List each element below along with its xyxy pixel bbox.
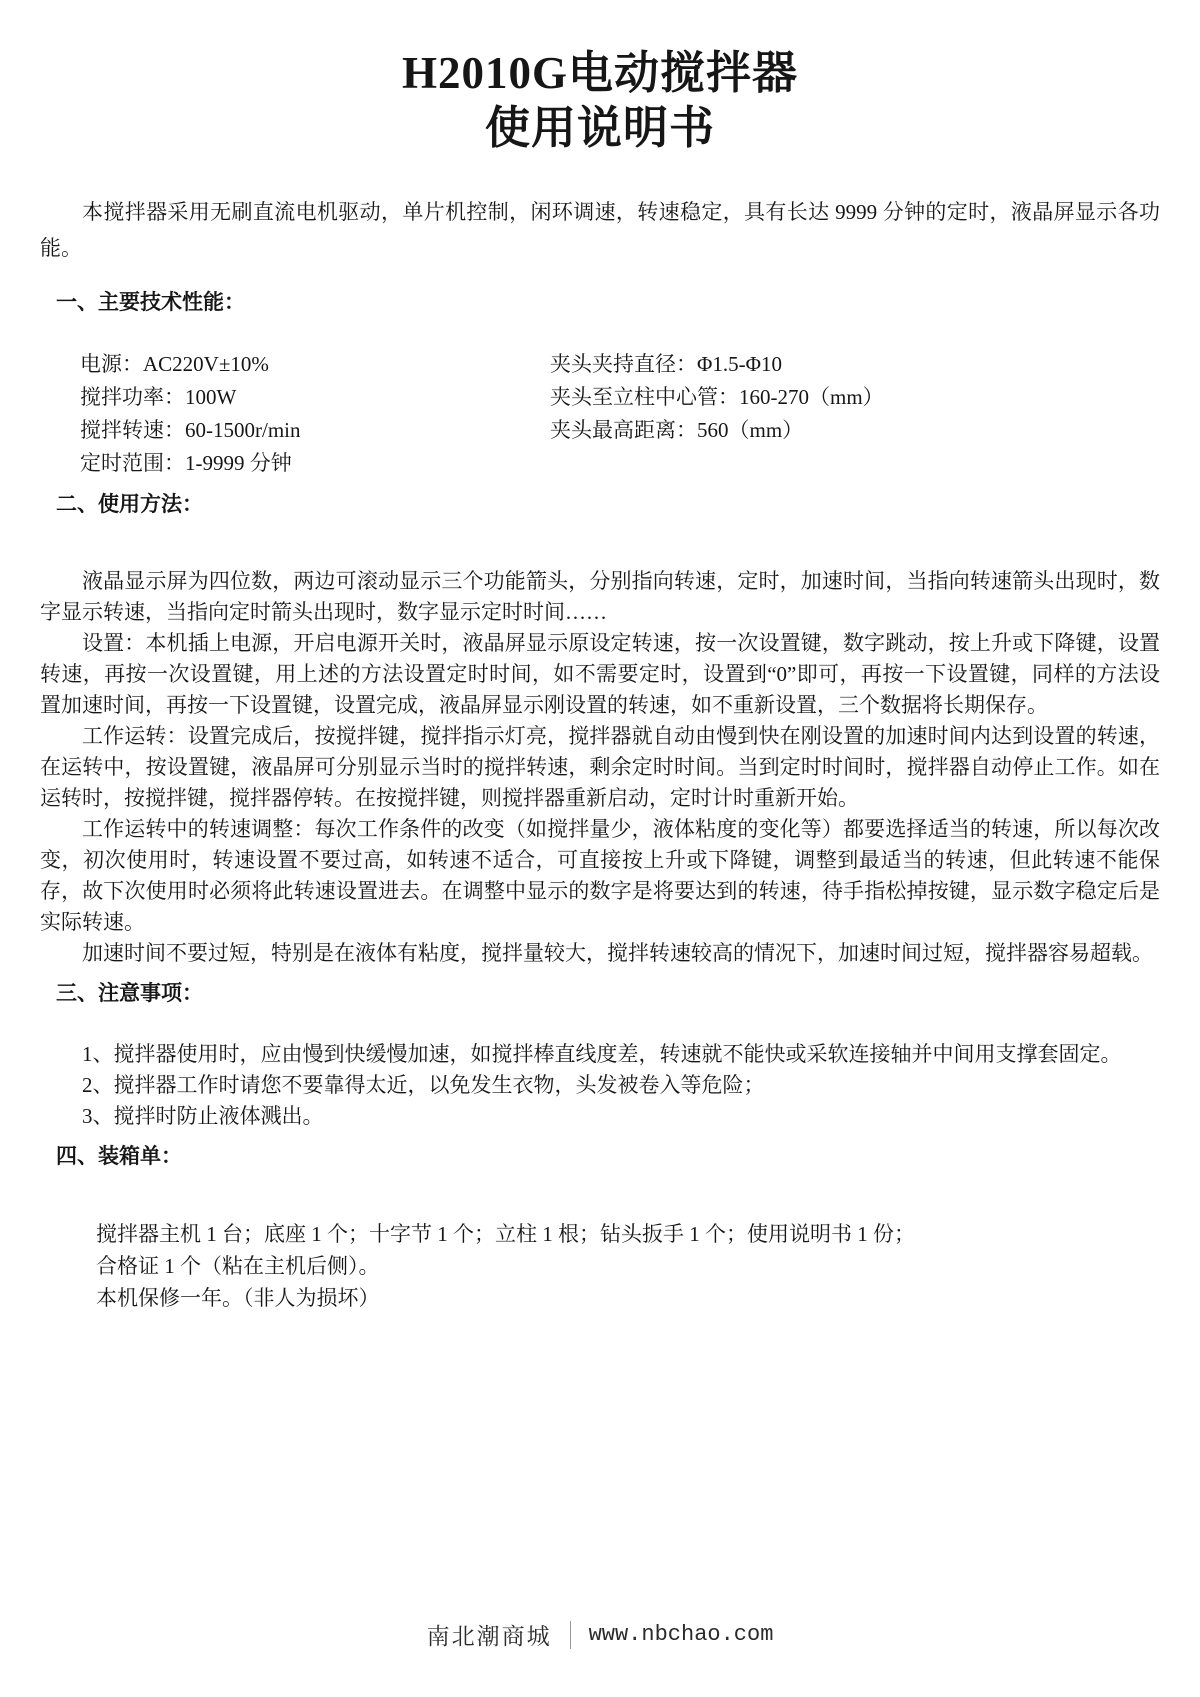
- note-item-3: 3、搅拌时防止液体溅出。: [82, 1103, 324, 1128]
- spec-chuck-diameter: 夹头夹持直径：Φ1.5-Φ10: [550, 351, 782, 376]
- spec-stir-speed: 搅拌转速：60-1500r/min: [80, 417, 301, 442]
- spec-column-right: [550, 348, 1160, 480]
- spec-chuck-to-column: 夹头至立柱中心管：160-270（mm）: [550, 384, 884, 409]
- usage-paragraph-operation: 工作运转：设置完成后，按搅拌键，搅拌指示灯亮，搅拌器就自动由慢到快在刚设置的加速时间内达到设置的转速，在运转中，按设置键，液晶屏可分别显示当时的搅拌转速，剩余定时时间。当到定时时间时，搅拌器自动停止工作。如在运转时，按搅拌键，搅拌器停转。在按搅拌键，则搅拌器重新启动，定时计时重新开始。: [40, 723, 1160, 810]
- packing-line-certificate: 合格证 1 个（粘在主机后侧）。: [96, 1253, 380, 1278]
- spacer: [40, 318, 1160, 348]
- spacer: [40, 1172, 1160, 1218]
- intro-paragraph: 本搅拌器采用无刷直流电机驱动，单片机控制，闲环调速，转速稳定，具有长达 9999 分钟的定时，液晶屏显示各功能。: [40, 199, 1160, 260]
- section-heading-notes: 三、注意事项：: [56, 981, 203, 1005]
- spec-power-supply: 电源：AC220V±10%: [80, 351, 269, 376]
- note-item-2: 2、搅拌器工作时请您不要靠得太近，以免发生衣物，头发被卷入等危险；: [82, 1072, 765, 1097]
- spacer: [40, 1009, 1160, 1039]
- packing-line-warranty: 本机保修一年。（非人为损坏）: [96, 1285, 380, 1310]
- title-subtitle-line: 使用说明书: [484, 102, 715, 153]
- section-heading-usage: 二、使用方法：: [56, 492, 203, 516]
- packing-line-contents: 搅拌器主机 1 台；底座 1 个；十字节 1 个；立柱 1 根；钻头扳手 1 个；使用说明书 1 份；: [96, 1221, 915, 1246]
- usage-paragraph-accel-time: 加速时间不要过短，特别是在液体有粘度，搅拌量较大，搅拌转速较高的情况下，加速时间过短，搅拌器容易超载。: [82, 940, 1153, 965]
- spec-table: [40, 348, 1160, 480]
- footer-website-url: www.nbchao.com: [588, 1622, 774, 1647]
- title-model-line: H2010G电动搅拌器: [401, 48, 798, 98]
- usage-paragraph-display: 液晶显示屏为四位数，两边可滚动显示三个功能箭头，分别指向转速，定时，加速时间，当指向转速箭头出现时，数字显示转速，当指向定时箭头出现时，数字显示定时时间……: [40, 568, 1160, 624]
- usage-paragraph-setup: 设置：本机插上电源，开启电源开关时，液晶屏显示原设定转速，按一次设置键，数字跳动，按上升或下降键，设置转速，再按一次设置键，用上述的方法设置定时时间，如不需要定时，设置到“0”即可，再按一下设置键，同样的方法设置加速时间，再按一下设置键，设置完成，液晶屏显示刚设置的转速，如不重新设置，三个数据将长期保存。: [40, 630, 1160, 717]
- spec-column-left: [40, 348, 550, 480]
- spec-stir-power: 搅拌功率：100W: [80, 384, 237, 409]
- note-item-1: 1、搅拌器使用时，应由慢到快缓慢加速，如搅拌棒直线度差，转速就不能快或采软连接轴并中间用支撑套固定。: [82, 1041, 1122, 1066]
- document-title: [40, 46, 1160, 156]
- section-heading-packing-list: 四、装箱单：: [56, 1144, 182, 1168]
- footer-brand-name: 南北潮商城: [426, 1624, 552, 1649]
- usage-paragraph-speed-adjust: 工作运转中的转速调整：每次工作条件的改变（如搅拌量少，液体粘度的变化等）都要选择适当的转速，所以每次改变，初次使用时，转速设置不要过高，如转速不适合，可直接按上升或下降键，调整到最适当的转速，但此转速不能保存，故下次使用时必须将此转速设置进去。在调整中显示的数字是将要达到的转速，待手指松掉按键，显示数字稳定后是实际转速。: [40, 816, 1160, 934]
- section-heading-specs: 一、主要技术性能：: [56, 290, 245, 314]
- spec-chuck-max-height: 夹头最高距离：560（mm）: [550, 417, 804, 442]
- page-footer: [0, 1618, 1200, 1651]
- spec-timer-range: 定时范围：1-9999 分钟: [80, 450, 292, 475]
- footer-divider: [570, 1621, 571, 1649]
- spacer: [40, 520, 1160, 566]
